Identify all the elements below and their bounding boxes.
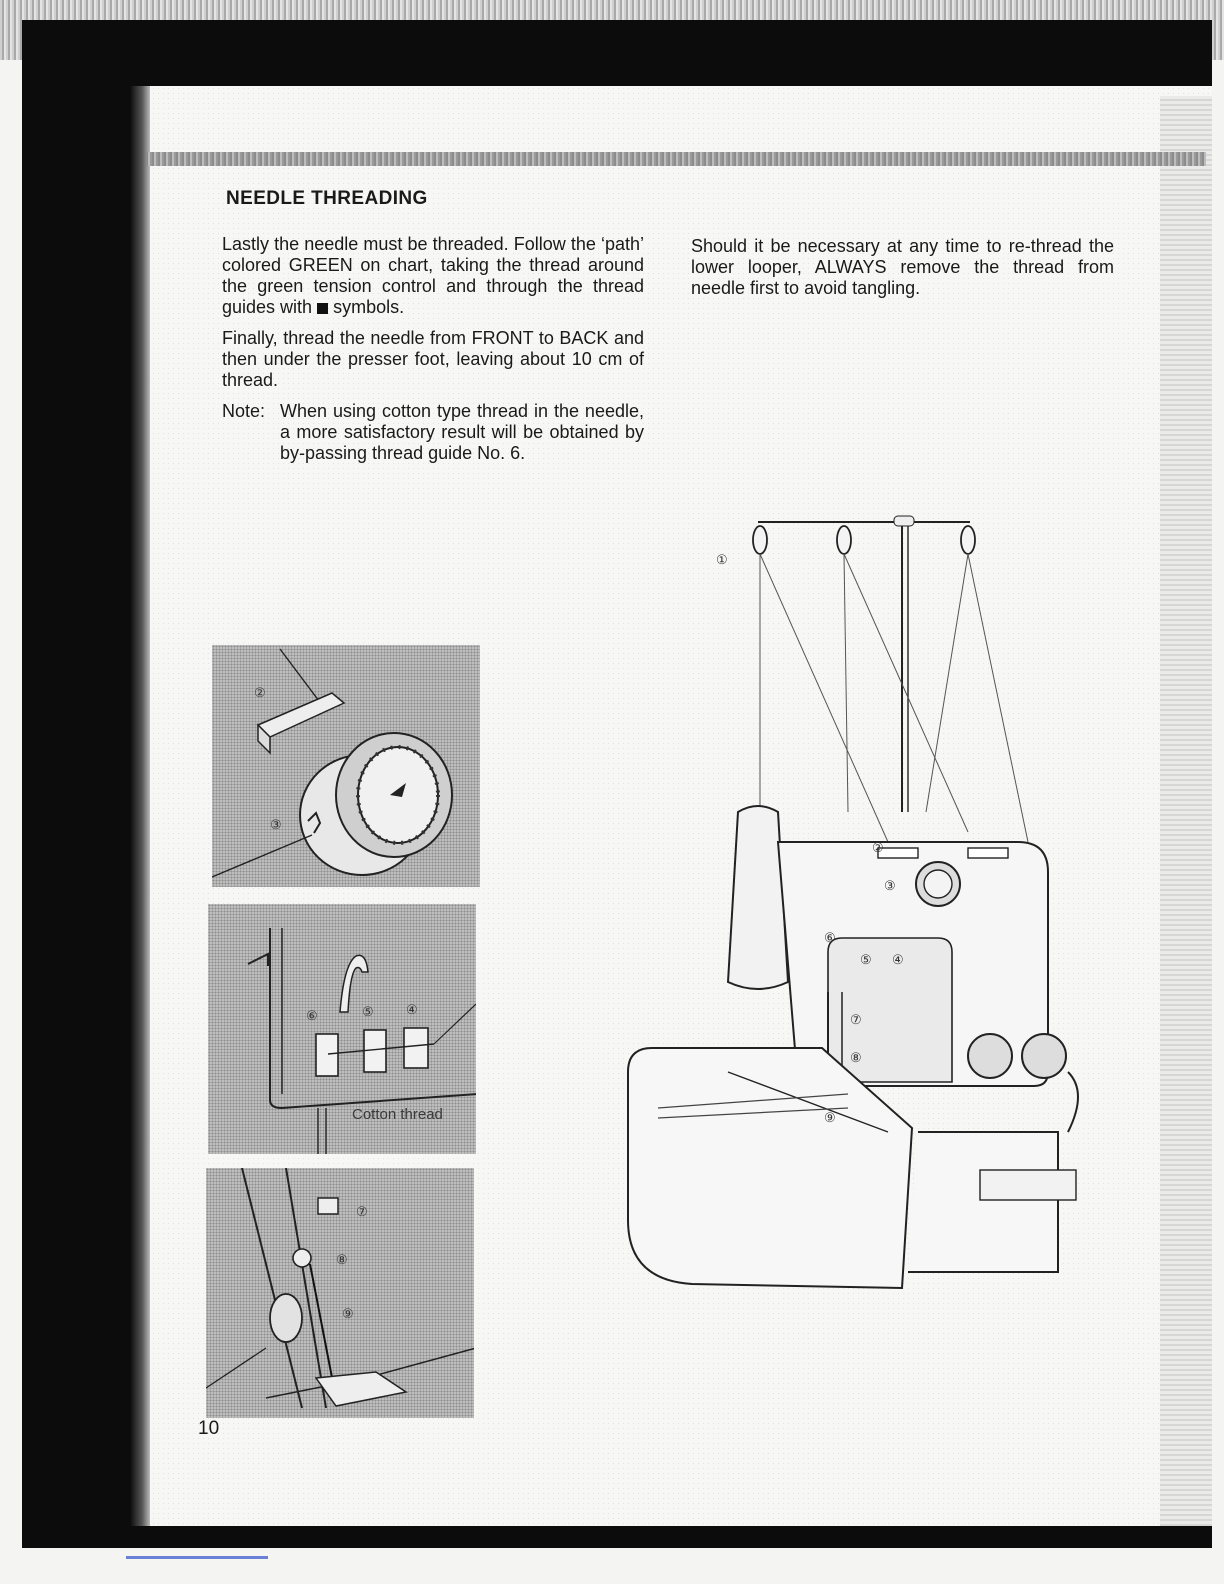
overlock-machine-drawing [598,512,1118,1290]
overlock-machine-illustration [598,512,1118,1290]
finally-paragraph: Finally, thread the needle from FRONT to BACK and then under the presser foot, leaving about 10 cm of thread. [222,328,644,390]
square-symbol-icon [317,303,328,314]
section-title: NEEDLE THREADING [226,188,428,209]
page-right-edge [1160,96,1212,1526]
cotton-thread-caption: Cotton thread [352,1106,443,1123]
note-block [222,401,644,464]
threading-text-end: symbols. [333,297,405,317]
tension-dial-figure [212,645,480,887]
scan-bottom-mark [126,1556,268,1559]
machine-label-5: ⑤ [860,952,872,967]
rethread-paragraph: Should it be necessary at any time to re-thread the lower looper, ALWAYS remove the thread from needle first to avoid tangling. [691,236,1114,298]
fig-label-5: ⑤ [362,1004,374,1019]
page-number: 10 [198,1418,220,1439]
machine-label-1: ① [716,552,728,567]
machine-label-7: ⑦ [850,1012,862,1027]
note-text: When using cotton type thread in the needle, a more satisfactory result will be obtained by by-passing thread guide No. 6. [280,401,644,463]
tension-dial-drawing [212,645,480,887]
machine-label-6: ⑥ [824,930,836,945]
fig-label-9: ⑨ [342,1306,354,1321]
fig-label-4: ④ [406,1002,418,1017]
fig-label-6: ⑥ [306,1008,318,1023]
fig-label-2: ② [254,685,266,700]
needle-detail-figure [206,1168,474,1418]
machine-label-4: ④ [892,952,904,967]
needle-detail-drawing [206,1168,474,1418]
machine-label-2: ② [872,840,884,855]
fig-label-3: ③ [270,817,282,832]
machine-label-3: ③ [884,878,896,893]
left-text-column [222,234,644,464]
machine-label-8: ⑧ [850,1050,862,1065]
binding-shadow [130,86,150,1526]
fig-label-8: ⑧ [336,1252,348,1267]
threading-paragraph [222,234,644,318]
note-label: Note: [222,401,266,421]
machine-label-9: ⑨ [824,1110,836,1125]
threading-text: Lastly the needle must be threaded. Follow the ‘path’ colored GREEN on chart, taking the thread around the green tension control and through the thread guides with [222,234,644,317]
header-rule [146,152,1206,166]
fig-label-7: ⑦ [356,1204,368,1219]
right-text-column [691,236,1114,309]
